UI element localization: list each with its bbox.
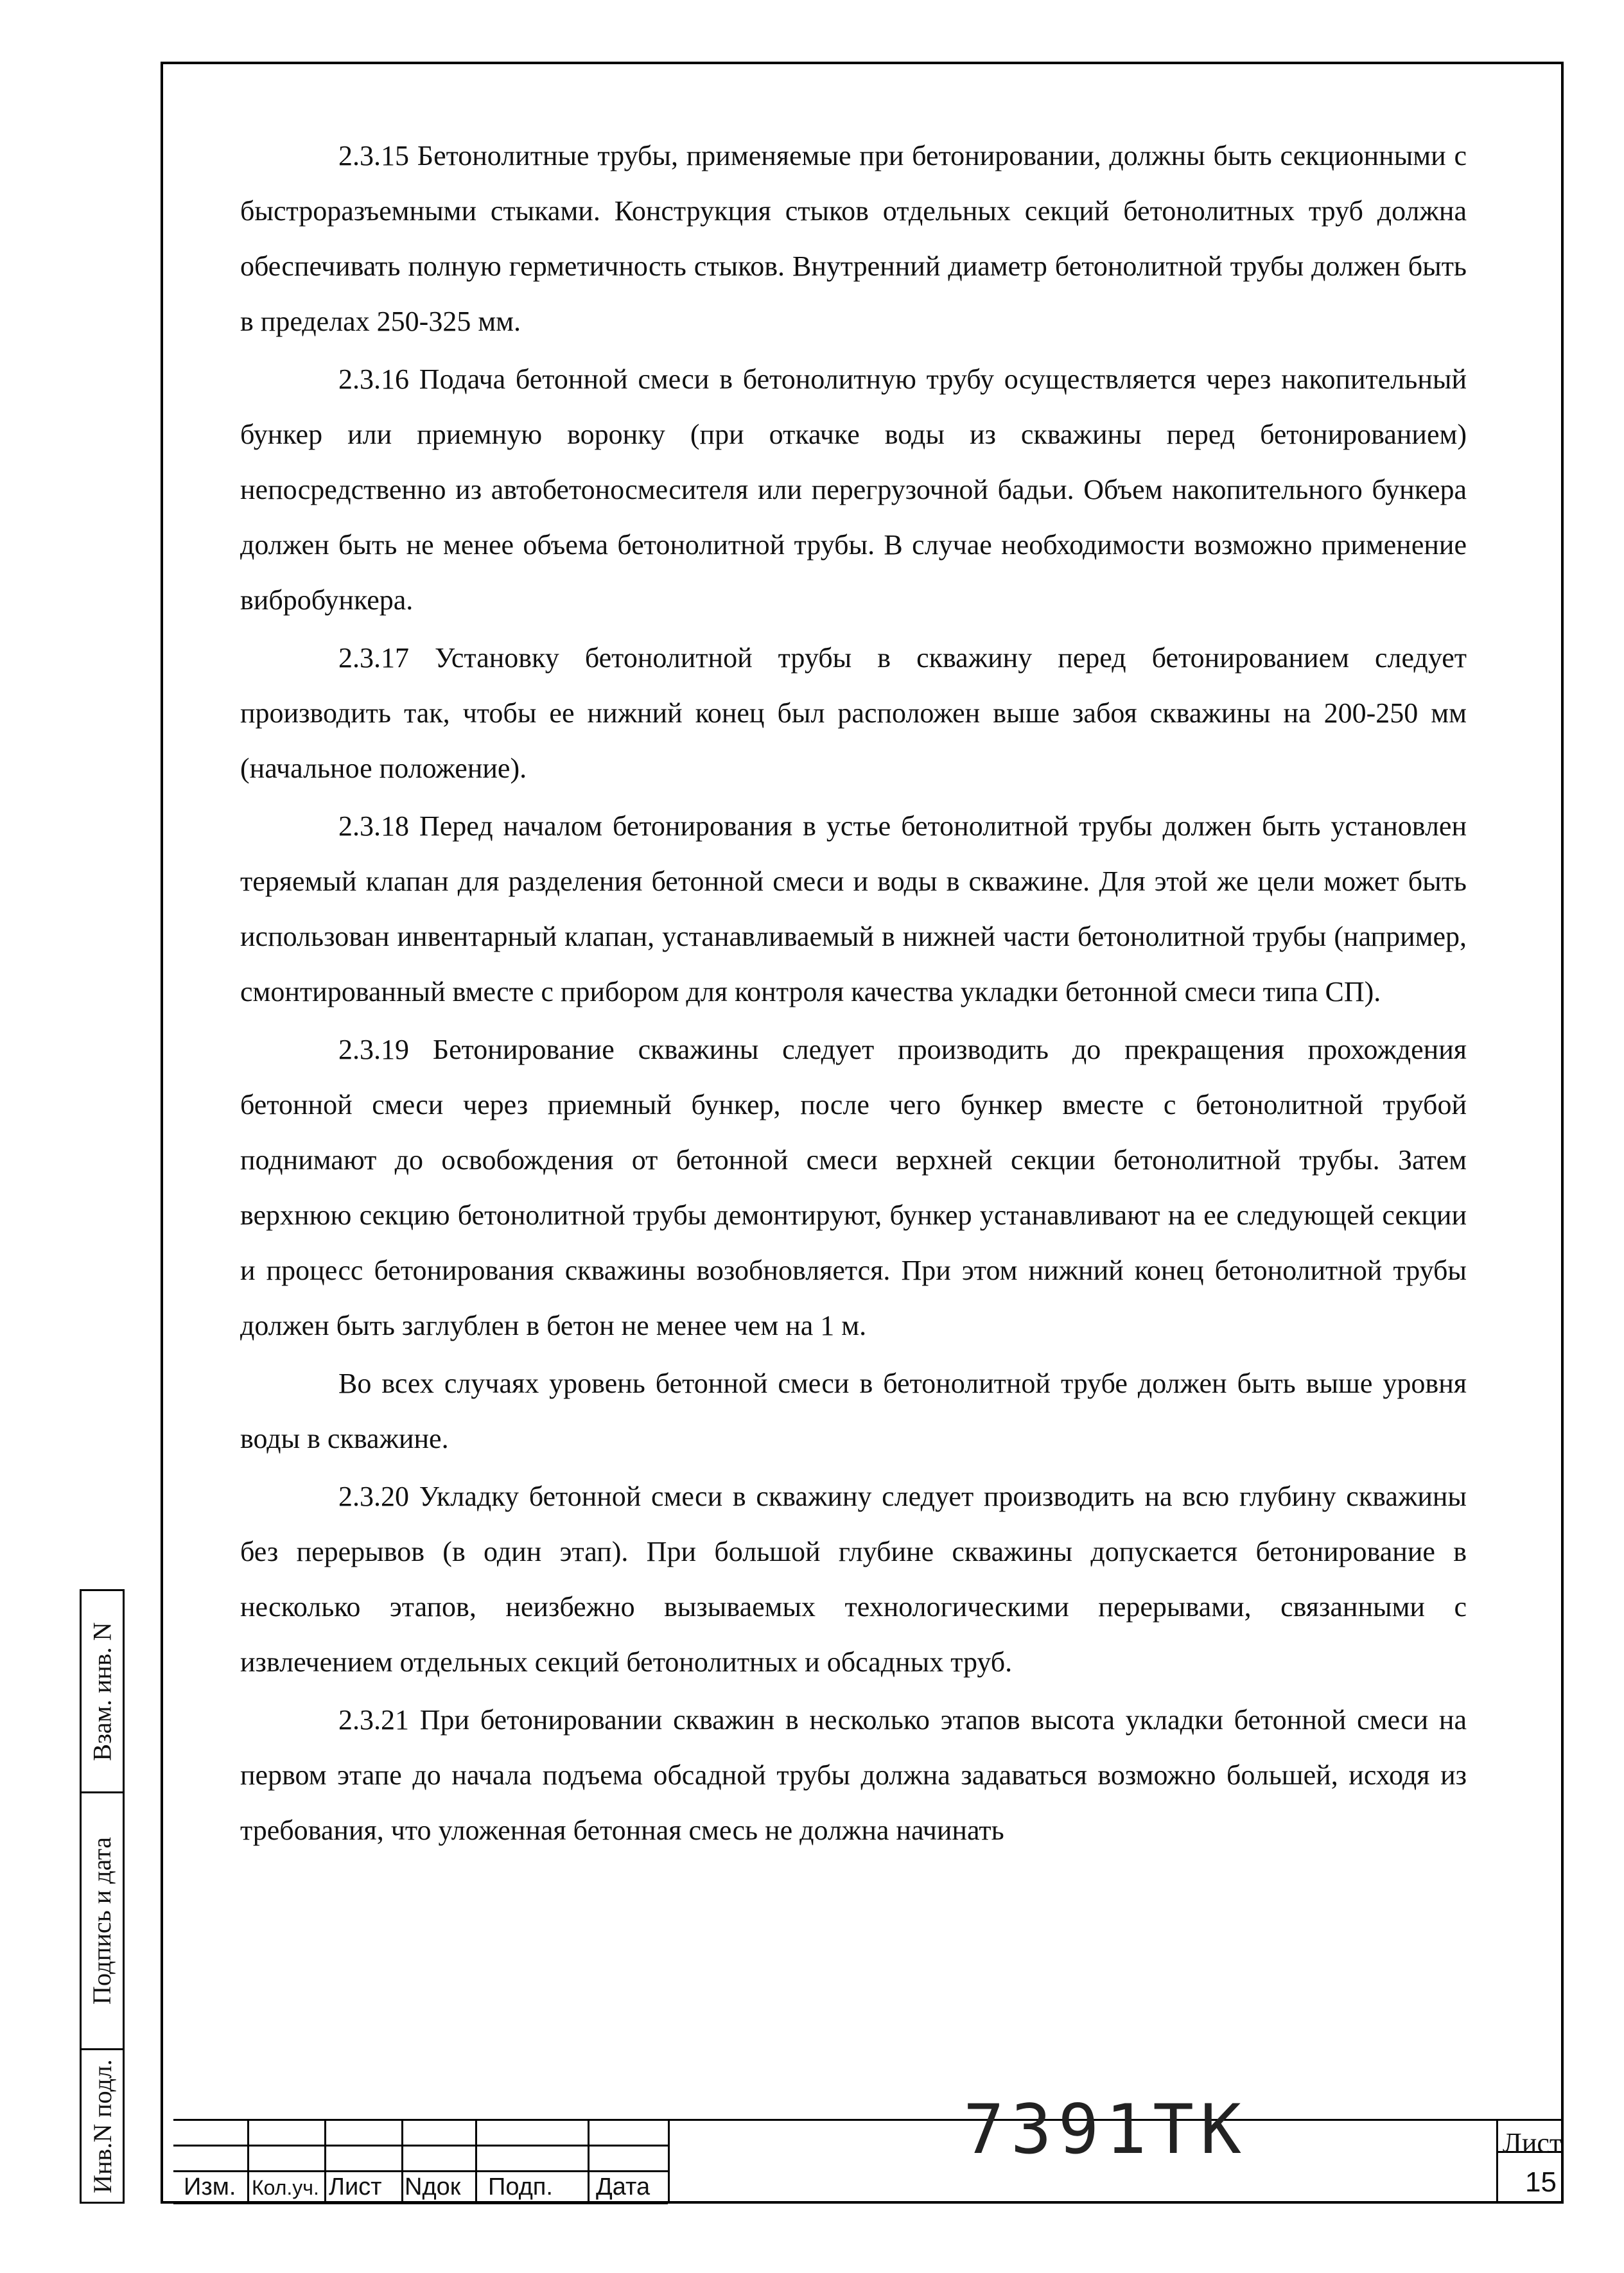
col-izm: Изм. [184, 2173, 236, 2200]
side-cell-inv-podl [82, 2050, 123, 2202]
col-podp: Подп. [488, 2173, 553, 2200]
side-cell-vzam-inv [82, 1591, 123, 1793]
col-kol-uch: Кол.уч. [252, 2176, 319, 2199]
sheet-number: 15 [1525, 2166, 1557, 2198]
paragraph-2-3-18: 2.3.18 Перед началом бетонирования в устье бетонолитной трубы должен быть установлен теряемый клапан для разделения бетонной смеси и воды в скважине. Для этой же цели может быть использован инвентарный клапан, устанавливаемый в нижней части бетонолитной трубы (например, смонтированный вместе с прибором для контроля качества укладки бетонной смеси типа СП). [240, 810, 1467, 1007]
side-label-vzam-inv: Взам. инв. N [87, 1621, 117, 1761]
paragraph-2-3-20: 2.3.20 Укладку бетонной смеси в скважину следует производить на всю глубину скважины без перерывов (в один этап). При большой глубине скважины допускается бетонирование в несколько этапов, неизбежно вызываемых технологическими перерывами, связанными с извлечением отдельных секций бетонолитных и обсадных труб. [240, 1481, 1467, 1678]
paragraph-concrete-level: Во всех случаях уровень бетонной смеси в бетонолитной трубе должен быть выше уровня воды в скважине. [240, 1368, 1467, 1454]
side-cell-podpis-data [82, 1793, 123, 2050]
document-code: 7391ТК [963, 2090, 1248, 2169]
side-label-inv-podl: Инв.N подл. [87, 2059, 117, 2193]
paragraph-2-3-16: 2.3.16 Подача бетонной смеси в бетонолитную трубу осуществляется через накопительный бункер или приемную воронку (при откачке воды из скважины перед бетонированием) непосредственно из автобетоносмесителя или перегрузочной бадьи. Объем накопительного бункера должен быть не менее объема бетонолитной трубы. В случае необходимости возможно применение вибробункера. [240, 363, 1467, 616]
col-data: Дата [596, 2173, 650, 2200]
side-label-podpis-data: Подпись и дата [87, 1836, 117, 2005]
col-ndok: Nдок [405, 2173, 461, 2200]
document-body [240, 128, 1467, 1861]
side-stamp [80, 1589, 125, 2204]
paragraph-2-3-17: 2.3.17 Установку бетонолитной трубы в скважину перед бетонированием следует производить так, чтобы ее нижний конец был расположен выше забоя скважины на 200-250 мм (начальное положение). [240, 642, 1467, 784]
col-list: Лист [329, 2173, 382, 2200]
sheet-label: Лист [1503, 2127, 1562, 2159]
paragraph-2-3-21: 2.3.21 При бетонировании скважин в несколько этапов высота укладки бетонной смеси на первом этапе до начала подъема обсадной трубы должна задаваться возможно большей, исходя из требования, что уложенная бетонная смесь не должна начинать [240, 1704, 1467, 1846]
paragraph-2-3-15: 2.3.15 Бетонолитные трубы, применяемые при бетонировании, должны быть секционными с быстроразъемными стыками. Конструкция стыков отдельных секций бетонолитных труб должна обеспечивать полную герметичность стыков. Внутренний диаметр бетонолитной трубы должен быть в пределах 250-325 мм. [240, 140, 1467, 337]
paragraph-2-3-19: 2.3.19 Бетонирование скважины следует производить до прекращения прохождения бетонной смеси через приемный бункер, после чего бункер вместе с бетонолитной трубой поднимают до освобождения от бетонной смеси верхней секции бетонолитной трубы. Затем верхнюю секцию бетонолитной трубы демонтируют, бункер устанавливают на ее следующей секции и процесс бетонирования скважины возобновляется. При этом нижний конец бетонолитной трубы должен быть заглублен в бетон не менее чем на 1 м. [240, 1034, 1467, 1341]
